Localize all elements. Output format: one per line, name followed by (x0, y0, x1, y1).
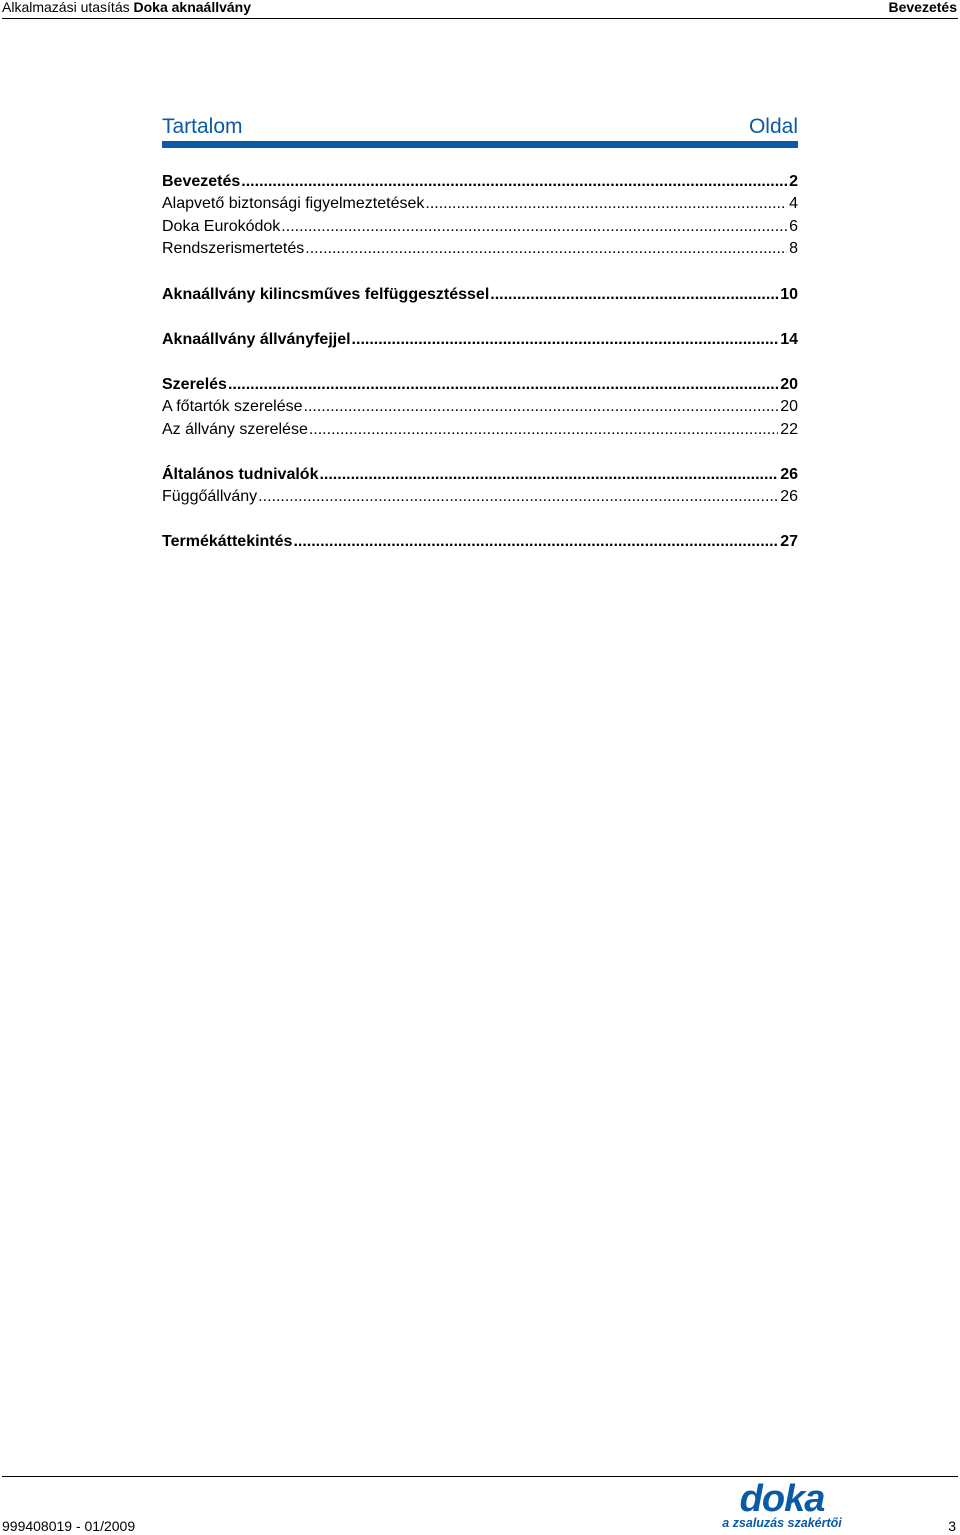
toc-entry[interactable] (162, 172, 798, 194)
header-title-bold: Doka aknaállvány (133, 0, 252, 15)
toc-entry-label: Termékáttekintés (162, 533, 293, 550)
toc-entry[interactable] (162, 217, 798, 239)
footer-doc-number: 999408019 - 01/2009 (2, 1518, 136, 1534)
toc-entry-label: Bevezetés (162, 173, 241, 190)
toc-dot-leader (258, 487, 778, 507)
toc-entry-page: 10 (780, 286, 798, 303)
toc-entry-label: Általános tudnivalók (162, 466, 319, 483)
toc-entry-label: Aknaállvány kilincsműves felfüggesztéssel (162, 286, 490, 303)
toc-entry-page: 6 (789, 218, 798, 235)
toc-dot-leader (241, 172, 787, 192)
doka-logo (712, 1478, 852, 1532)
header-section-title: Bevezetés (888, 0, 957, 15)
toc-entry-label: Függőállvány (162, 488, 258, 505)
footer-page-number: 3 (948, 1518, 956, 1534)
toc-page-label: Oldal (748, 115, 798, 138)
toc-entry-page: 14 (780, 331, 798, 348)
toc-dot-leader (319, 465, 778, 485)
toc-entry-page: 4 (789, 195, 798, 212)
toc-dot-leader (352, 330, 779, 350)
toc-entry-page: 20 (780, 376, 798, 393)
toc-entry-label: Alapvető biztonsági figyelmeztetések (162, 195, 425, 212)
toc-title: Tartalom (162, 115, 243, 138)
toc-entry[interactable] (162, 239, 798, 261)
toc-entry-label: Rendszerismertetés (162, 240, 305, 257)
toc-entry-page: 26 (780, 488, 798, 505)
toc-entry-label: Szerelés (162, 376, 227, 393)
toc-entry-page: 27 (780, 533, 798, 550)
toc-dot-leader (425, 194, 787, 214)
toc-dot-leader (490, 285, 778, 305)
toc-entry-label: Az állvány szerelése (162, 421, 308, 438)
toc-heading (162, 115, 798, 141)
toc-entry-page: 26 (780, 466, 798, 483)
toc-heading-bar (162, 141, 798, 148)
logo-tagline: a zsaluzás szakértői (722, 1516, 842, 1530)
header-title-plain: Alkalmazási utasítás (2, 0, 134, 15)
toc-entry-label: Aknaállvány állványfejjel (162, 331, 351, 348)
toc-dot-leader (304, 397, 779, 417)
toc-entry-page: 22 (780, 421, 798, 438)
page-header (0, 0, 960, 18)
toc-entry[interactable] (162, 465, 798, 487)
toc-dot-leader (281, 217, 787, 237)
toc-entry[interactable] (162, 487, 798, 509)
toc-dot-leader (228, 375, 778, 395)
toc-entry-page: 8 (789, 240, 798, 257)
toc-dot-leader (309, 420, 778, 440)
header-document-title (2, 0, 251, 15)
toc-entry[interactable] (162, 330, 798, 352)
toc-entry[interactable] (162, 420, 798, 442)
toc-entry[interactable] (162, 397, 798, 419)
toc-entry[interactable] (162, 375, 798, 397)
toc-dot-leader (305, 239, 787, 259)
toc-dot-leader (293, 532, 778, 552)
footer-divider (2, 1476, 958, 1477)
toc-entry-page: 20 (780, 398, 798, 415)
logo-wordmark: doka (739, 1478, 825, 1520)
toc-entry-label: A főtartók szerelése (162, 398, 303, 415)
toc-entry[interactable] (162, 194, 798, 216)
toc-entry[interactable] (162, 285, 798, 307)
header-divider (2, 18, 958, 19)
toc-entry[interactable] (162, 532, 798, 554)
toc-entry-page: 2 (789, 173, 798, 190)
toc-entry-label: Doka Eurokódok (162, 218, 281, 235)
